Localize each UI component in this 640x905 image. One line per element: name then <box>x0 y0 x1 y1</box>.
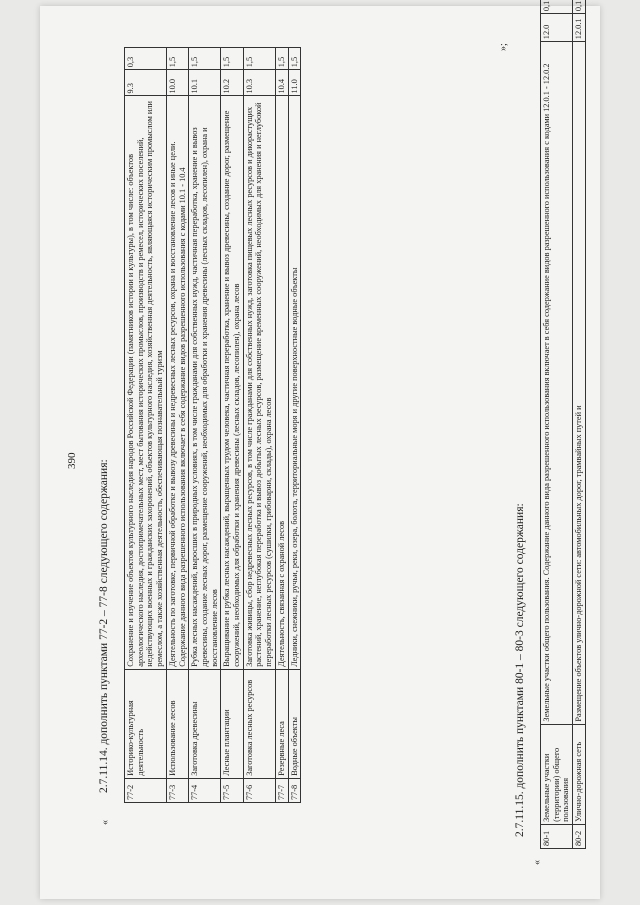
open-quote-2: « <box>532 860 543 865</box>
row-description: Выращивание и рубка лесных насаждений, выращенных трудом человека, частичная переработка, хранение и вывоз древесины, создание дорог, размещение сооружений, необходимых для обработки и хранения древесины (лесных складов, лесопилен), охрана лесов <box>221 96 243 669</box>
row-value: 1,5 <box>221 48 243 70</box>
row-code: 12.0.1 <box>573 14 586 42</box>
land-use-table-2 <box>540 0 586 849</box>
table-row <box>288 48 301 803</box>
table-row <box>166 48 188 803</box>
row-value: 1,5 <box>275 48 288 70</box>
page-number: 390 <box>66 452 78 469</box>
row-number: 77-2 <box>125 778 167 802</box>
row-code: 12.0 <box>541 14 573 42</box>
table-row <box>573 0 586 849</box>
open-quote: « <box>100 820 111 825</box>
row-name: Историко-культурная деятельность <box>125 669 167 778</box>
row-name: Водные объекты <box>288 669 301 778</box>
row-value: 1,5 <box>166 48 188 70</box>
row-value: 0,1 <box>573 0 586 14</box>
row-code: 9.3 <box>125 70 167 96</box>
row-description: Рубка лесных насаждений, выросших в природных условиях, в том числе гражданами для собственных нужд, частичная переработка, хранение и вывоз древесины, создание лесных дорог, размещение сооружений, необходимых для обработки и хранения древесины (лесных складов, лесопилен), охрана и восстановление лесов <box>189 96 221 669</box>
table-row <box>541 0 573 849</box>
row-code: 10.3 <box>243 70 275 96</box>
row-description: Земельные участки общего пользования. Содержание данного вида разрешенного использования включает в себя содержание видов разрешенного использования с кодами 12.0.1 - 12.0.2 <box>541 42 573 724</box>
table-row <box>221 48 243 803</box>
row-name: Заготовка древесины <box>189 669 221 778</box>
row-number: 77-3 <box>166 778 188 802</box>
row-description: Ледники, снежники, ручьи, реки, озера, болота, территориальные моря и другие поверхностные водные объекты <box>288 96 301 669</box>
row-description: Размещение объектов улично-дорожной сети: автомобильных дорог, трамвайных путей и <box>573 42 586 724</box>
row-number: 77-8 <box>288 778 301 802</box>
row-value: 1,5 <box>288 48 301 70</box>
row-code: 10.4 <box>275 70 288 96</box>
rotated-content <box>40 0 600 899</box>
row-value: 1,5 <box>243 48 275 70</box>
row-description: Заготовка живицы, сбор недревесных лесных ресурсов, в том числе гражданами для собственных нужд, заготовка пищевых лесных ресурсов и дикорастущих растений, хранение, неглубокая переработка и вывоз добытых лесных ресурсов, размещение временных сооружений, необходимых для хранения и неглубокой переработки лесных ресурсов (сушилки, грибоварни, склады), охрана лесов <box>243 96 275 669</box>
table-row <box>275 48 288 803</box>
document-page <box>40 0 600 899</box>
row-description: Деятельность, связанная с охраной лесов <box>275 96 288 669</box>
row-code: 10.0 <box>166 70 188 96</box>
row-description: Деятельность по заготовке, первичной обработке и вывозу древесины и недревесных лесных ресурсов, охрана и восстановление лесов и иные цели. Содержание данного вида разрешенного использования включает в себя содержание видов разрешенного использования с кодами 10.1 - 10.4 <box>166 96 188 669</box>
section-heading-1: 2.7.11.14. дополнить пунктами 77-2 – 77-8 следующего содержания: <box>98 459 110 793</box>
row-name: Заготовка лесных ресурсов <box>243 669 275 778</box>
row-number: 80-2 <box>573 824 586 848</box>
close-quote: »; <box>498 43 509 51</box>
row-name: Улично-дорожная сеть <box>573 724 586 824</box>
land-use-table-1 <box>124 47 301 803</box>
row-number: 80-1 <box>541 824 573 848</box>
row-value: 1,5 <box>189 48 221 70</box>
table-row <box>125 48 167 803</box>
row-value: 0,1 <box>541 0 573 14</box>
table-row <box>189 48 221 803</box>
row-code: 10.2 <box>221 70 243 96</box>
section-heading-2: 2.7.11.15. дополнить пунктами 80-1 – 80-3 следующего содержания: <box>514 503 526 837</box>
table-row <box>243 48 275 803</box>
row-description: Сохранение и изучение объектов культурного наследия народов Российской Федерации (памятников истории и культуры), в том числе: объектов археологического наследия, достопримечательных мест, мест бытования исторических промыслов, производств и ремесел, исторических поселений, недействующих военных и гражданских захоронений, объектов культурного наследия, хозяйственная деятельность, являющаяся историческим промыслом или ремеслом, а также хозяйственная деятельность, обеспечивающая познавательный туризм <box>125 96 167 669</box>
row-name: Земельные участки (территории) общего пользования <box>541 724 573 824</box>
row-code: 10.1 <box>189 70 221 96</box>
row-value: 0,3 <box>125 48 167 70</box>
row-number: 77-7 <box>275 778 288 802</box>
row-number: 77-6 <box>243 778 275 802</box>
row-code: 11.0 <box>288 70 301 96</box>
row-name: Лесные плантации <box>221 669 243 778</box>
row-number: 77-4 <box>189 778 221 802</box>
row-name: Резервные леса <box>275 669 288 778</box>
row-number: 77-5 <box>221 778 243 802</box>
row-name: Использование лесов <box>166 669 188 778</box>
